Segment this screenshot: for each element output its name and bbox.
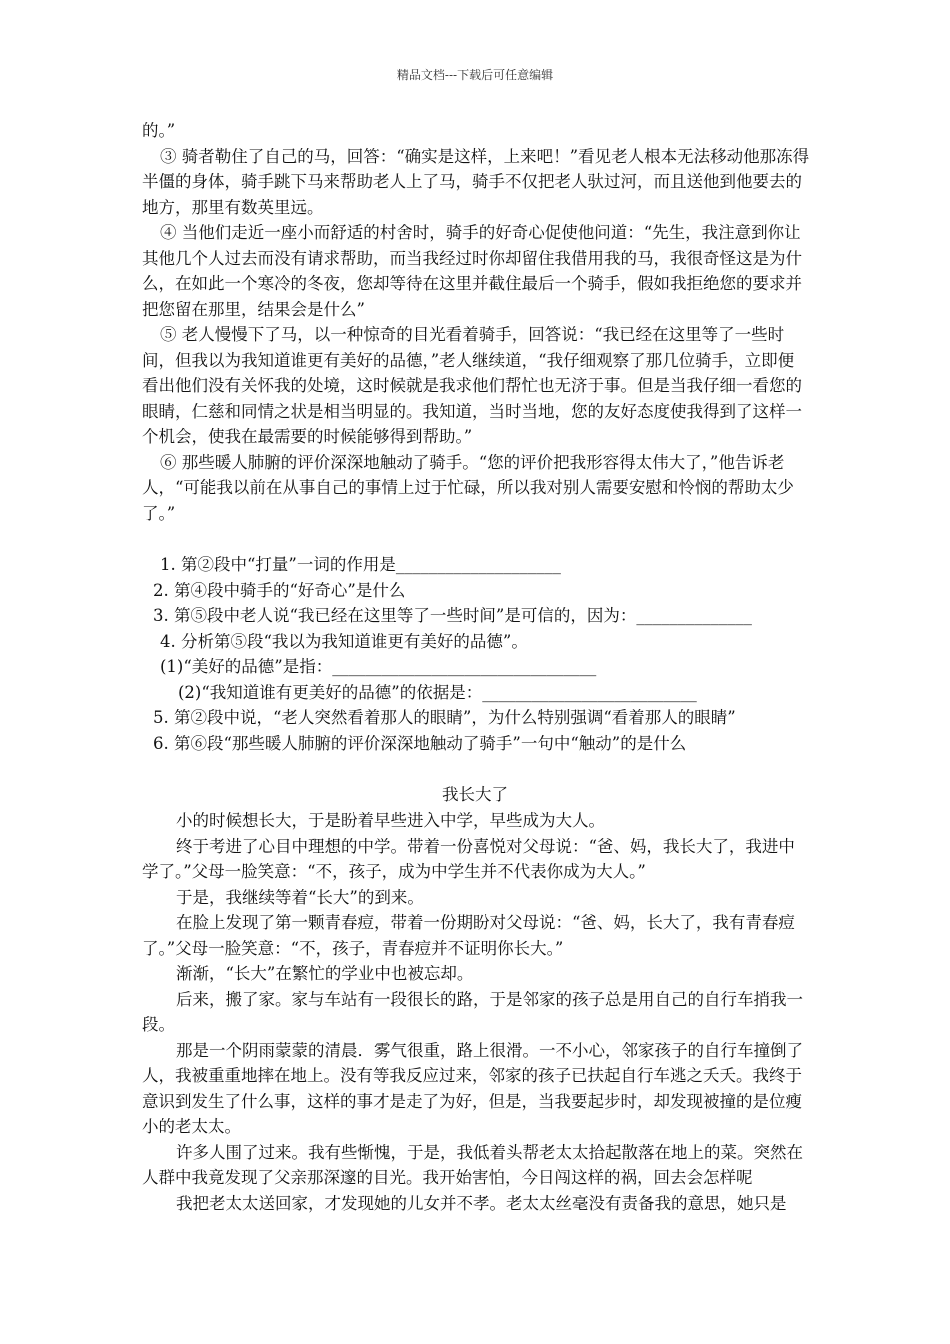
- paragraph-5: ⑤ 老人慢慢下了马，以一种惊奇的目光看着骑手，回答说：“我已经在这里等了一些时间，但我以为我知道谁更有美好的品德，”老人继续道，“我仔细观察了那几位骑手，立即便看出他们没有关怀我的处境，这时候就是我求他们帮忙也无济于事。但是当我仔细一看您的眼睛，仁慈和同情之状是相当明显的。我知道，当时当地，您的友好态度使我得到了这样一个机会，使我在最需要的时候能够得到帮助。”: [142, 325, 802, 446]
- paragraph-continuation: 的。”: [142, 121, 176, 140]
- story-two-text: [142, 808, 810, 1216]
- story-two-paragraph: 那是一个阴雨蒙蒙的清晨．雾气很重，路上很滑。一不小心，邻家孩子的自行车撞倒了人，我被重重地摔在地上。没有等我反应过来，邻家的孩子已扶起自行车逃之夭夭。我终于意识到发生了什么事，这样的事才是走了为好，但是，当我要起步时，却发现被撞的是位瘦小的老太太。: [142, 1040, 803, 1136]
- paragraph-4: ④ 当他们走近一座小而舒适的村舍时，骑手的好奇心促使他问道：“先生，我注意到你让其他几个人过去而没有请求帮助，而当我经过时你却留住我借用我的马，我很奇怪这是为什么，在如此一个寒冷的冬夜，您却等待在这里并截住最后一个骑手，假如我拒绝您的要求并把您留在那里，结果会是什么”: [142, 223, 802, 319]
- paragraph-6: ⑥ 那些暖人肺腑的评价深深地触动了骑手。“您的评价把我形容得太伟大了，”他告诉老人，“可能我以前在从事自己的事情上过于忙碌，所以我对别人需要安慰和怜悯的帮助太少了。”: [142, 452, 794, 523]
- story-one-text: [142, 118, 810, 526]
- question-5: 5. 第②段中说，“老人突然看着那人的眼睛”，为什么特别强调“看着那人的眼睛”: [153, 708, 736, 727]
- story-two-paragraph: 于是，我继续等着“长大”的到来。: [176, 887, 424, 907]
- story-two-paragraph: 终于考进了心目中理想的中学。带着一份喜悦对父母说：“爸、妈，我长大了，我进中学了。”父母一脸笑意：“不，孩子，成为中学生并不代表你成为大人。”: [142, 836, 795, 881]
- question-1: 1. 第②段中“打量”一词的作用是____________________: [160, 555, 561, 574]
- story-two-paragraph: 渐渐，“长大”在繁忙的学业中也被忘却。: [176, 964, 474, 983]
- story-two-paragraph: 后来，搬了家。家与车站有一段很长的路，于是邻家的孩子总是用自己的自行车捎我一段。: [142, 989, 803, 1034]
- question-4-sub-2: (2)“我知道谁有更美好的品德”的依据是：__________________________: [178, 683, 697, 702]
- question-2: 2. 第④段中骑手的“好奇心”是什么: [153, 581, 406, 600]
- question-6: 6. 第⑥段“那些暖人肺腑的评价深深地触动了骑手”一句中“触动”的是什么: [153, 734, 687, 753]
- paragraph-3: ③ 骑者勒住了自己的马，回答：“确实是这样，上来吧！”看见老人根本无法移动他那冻得半僵的身体，骑手跳下马来帮助老人上了马，骑手不仅把老人驮过河，而且送他到他要去的地方，那里有数英里远。: [142, 146, 810, 217]
- story-two-title: 我长大了: [442, 785, 508, 804]
- story-two-paragraph: 在脸上发现了第一颗青春痘，带着一份期盼对父母说：“爸、妈，长大了，我有青春痘了。”父母一脸笑意：“不，孩子，青春痘并不证明你长大。”: [142, 913, 795, 958]
- story-two-paragraph: 小的时候想长大，于是盼着早些进入中学，早些成为大人。: [176, 811, 605, 830]
- question-3: 3. 第⑤段中老人说“我已经在这里等了一些时间”是可信的，因为：______________: [153, 606, 752, 625]
- story-two-paragraph: 我把老太太送回家，才发现她的儿女并不孝。老太太丝毫没有责备我的意思，她只是: [176, 1193, 787, 1213]
- question-4: 4. 分析第⑤段“我以为我知道谁更有美好的品德”。: [160, 632, 528, 651]
- question-4-sub-1: (1)“美好的品德”是指：________________________________: [160, 657, 597, 676]
- page-header: 精品文档---下载后可任意编辑: [396, 68, 554, 82]
- story-two-paragraph: 许多人围了过来。我有些惭愧，于是，我低着头帮老太太拾起散落在地上的菜。突然在人群中我竟发现了父亲那深邃的目光。我开始害怕，今日闯这样的祸，回去会怎样呢: [142, 1142, 803, 1187]
